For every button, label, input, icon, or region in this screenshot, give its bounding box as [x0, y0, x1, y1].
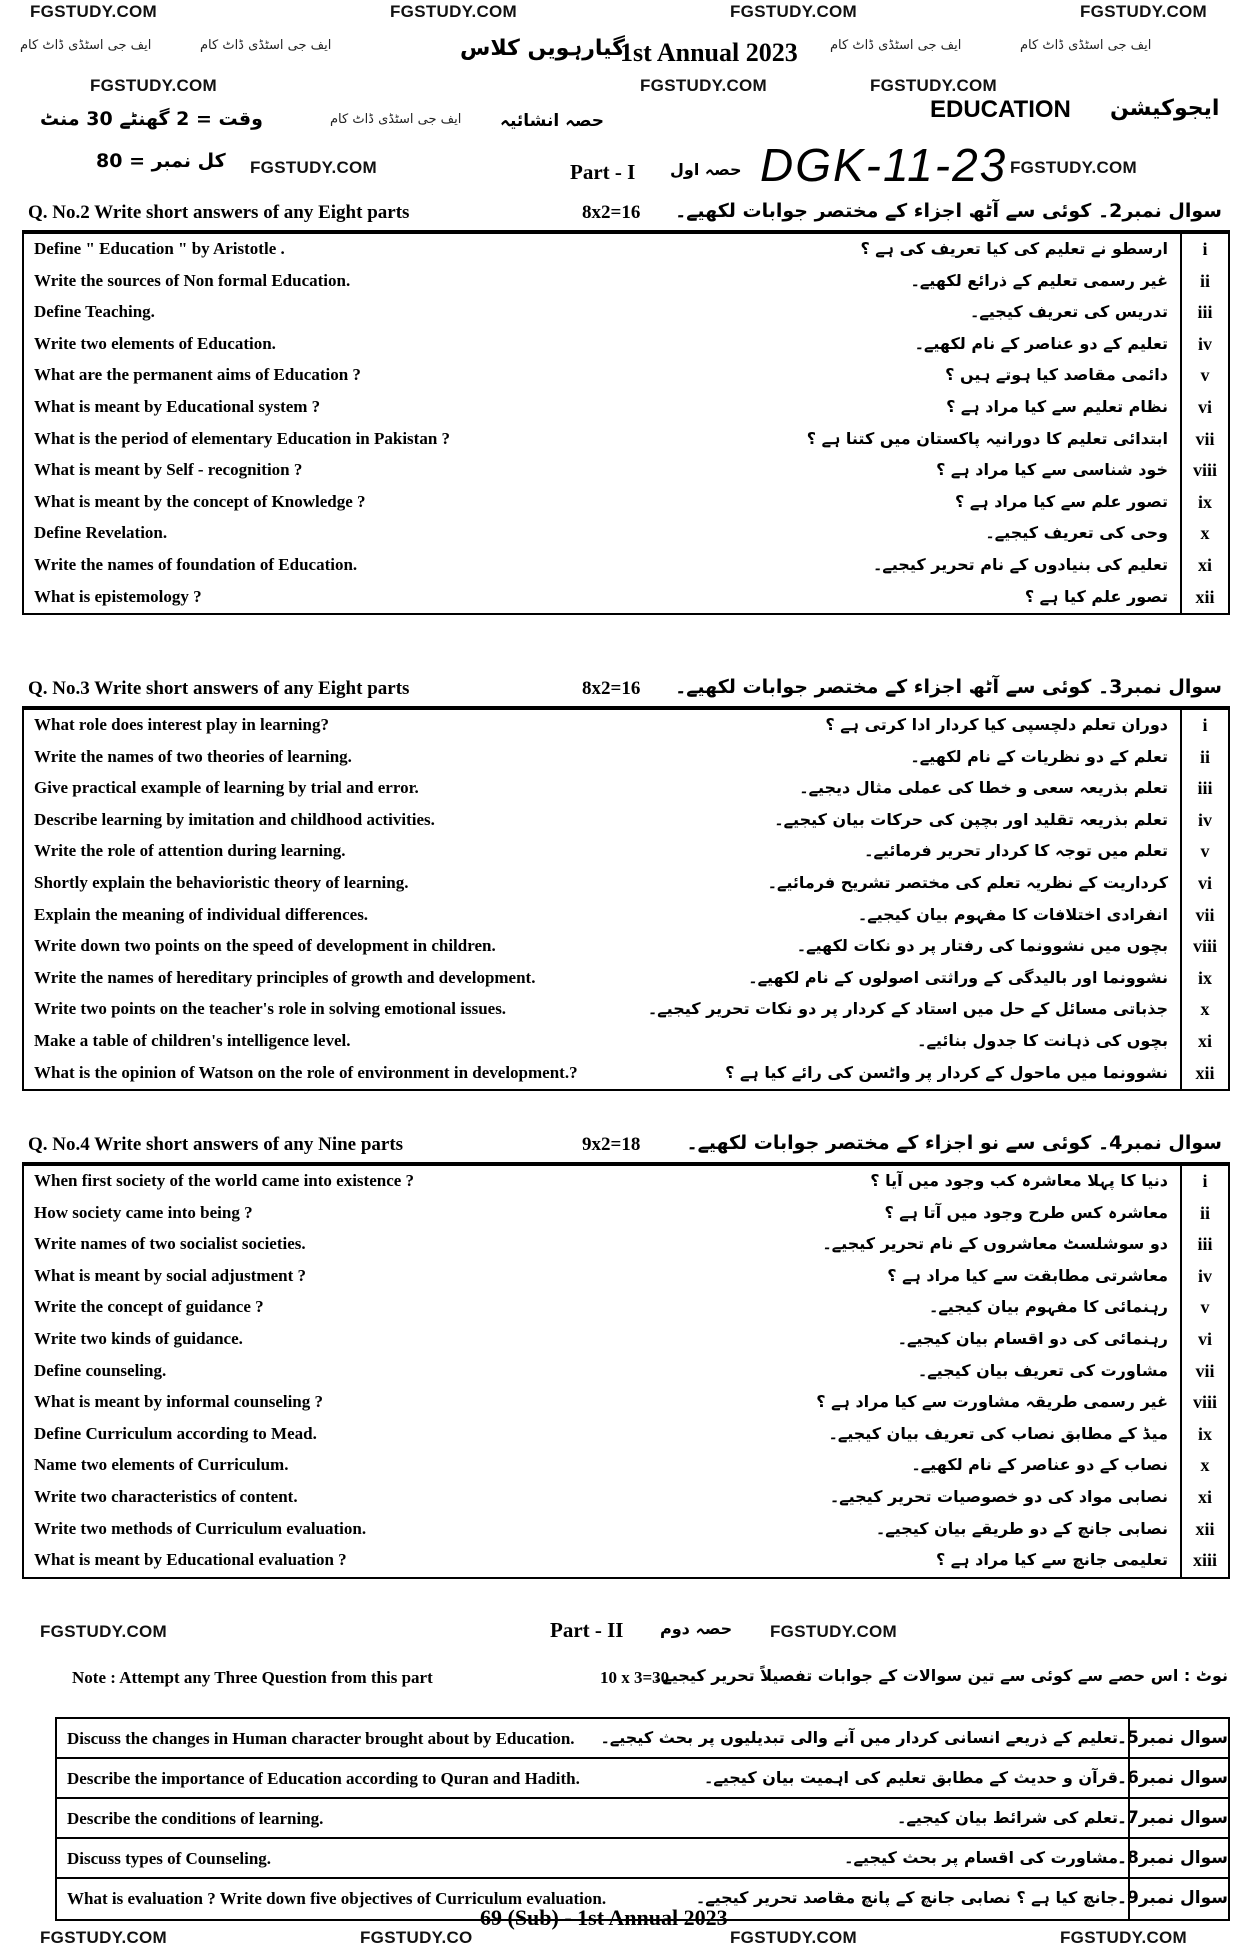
q3-title: Q. No.3 Write short answers of any Eight parts	[28, 678, 410, 699]
question-text-en: Write two characteristics of content.	[34, 1486, 298, 1506]
question-text-en: Define Teaching.	[34, 302, 155, 322]
q2-item-4	[24, 329, 1228, 361]
question-number: xi	[1180, 1482, 1228, 1514]
question-number: v	[1180, 836, 1228, 868]
question-text-ur: تعلم بذریعہ تقلید اور بچپن کی حرکات بیان کیجیے۔	[774, 809, 1168, 829]
long-question-text-ur: تعلیم کے ذریعے انسانی کردار میں آنے والی تبدیلیوں پر بحث کیجیے۔	[600, 1728, 1118, 1747]
q3-item-6	[24, 868, 1228, 900]
urdu-subject: ایجوکیشن	[1110, 96, 1220, 121]
watermark-row3-2: FGSTUDY.COM	[1010, 158, 1138, 177]
q4-item-9	[24, 1419, 1228, 1451]
question-text-ur: خود شناسی سے کیا مراد ہے ؟	[936, 460, 1168, 480]
question-text-ur: تصور علم سے کیا مراد ہے ؟	[955, 491, 1168, 511]
q4-item-3	[24, 1229, 1228, 1261]
question-text-ur: ابتدائی تعلیم کا دورانیہ پاکستان میں کتنا ہے ؟	[806, 428, 1168, 448]
long-question-text-en: What is evaluation ? Write down five objectives of Curriculum evaluation.	[67, 1889, 607, 1908]
question-number: xii	[1180, 1514, 1228, 1546]
q3-marks: 8x2=16	[582, 678, 641, 699]
part2-question-5	[57, 1719, 1228, 1759]
q3-item-10	[24, 994, 1228, 1026]
urdu-part-1: حصہ اول	[670, 160, 742, 179]
question-text-en: What is meant by social adjustment ?	[34, 1265, 307, 1285]
question-text-en: What is meant by Educational evaluation ?	[34, 1550, 347, 1570]
q4-item-11	[24, 1482, 1228, 1514]
q3-item-9	[24, 963, 1228, 995]
q2-marks: 8x2=16	[582, 202, 641, 223]
question-number: ix	[1180, 487, 1228, 519]
question-text-en: Make a table of children's intelligence level.	[34, 1030, 351, 1050]
part2-question-7	[57, 1799, 1228, 1839]
question-number: x	[1180, 1450, 1228, 1482]
q4-header	[22, 1128, 1230, 1164]
q2-item-6	[24, 392, 1228, 424]
urdu-watermark-4: ایف جی اسٹڈی ڈاٹ کام	[1020, 38, 1152, 53]
q3-item-4	[24, 805, 1228, 837]
question-text-ur: میڈ کے مطابق نصاب کی تعریف بیان کیجیے۔	[828, 1423, 1168, 1443]
watermark-row3-1: FGSTUDY.COM	[250, 158, 378, 177]
subject: EDUCATION	[930, 96, 1071, 123]
q4-item-8	[24, 1387, 1228, 1419]
watermark-row2-3: FGSTUDY.COM	[870, 76, 998, 95]
q3-item-5	[24, 836, 1228, 868]
footer-watermark-2: FGSTUDY.CO	[360, 1928, 473, 1947]
long-question-text-ur: جانچ کیا ہے ؟ نصابی جانچ کے پانچ مقاصد تحریر کیجیے۔	[695, 1888, 1118, 1907]
question-number: iv	[1180, 329, 1228, 361]
question-text-ur: نشوونما اور بالیدگی کے وراثتی اصولوں کے نام لکھیے۔	[748, 967, 1168, 987]
question-number: i	[1180, 710, 1228, 742]
q4-item-2	[24, 1198, 1228, 1230]
question-number: i	[1180, 1166, 1228, 1198]
question-text-en: Write two methods of Curriculum evaluation.	[34, 1518, 367, 1538]
q4-item-4	[24, 1261, 1228, 1293]
q4-item-12	[24, 1514, 1228, 1546]
footer-watermark-1: FGSTUDY.COM	[40, 1928, 168, 1947]
q3-item-8	[24, 931, 1228, 963]
part-1-title: Part - I	[570, 160, 636, 184]
question-number: iii	[1180, 1229, 1228, 1261]
part-2-urdu-note: نوٹ : اس حصے سے کوئی سے تین سوالات کے جوابات تفصیلاً تحریر کیجیے۔	[653, 1666, 1228, 1685]
question-number: x	[1180, 994, 1228, 1026]
question-number: iv	[1180, 805, 1228, 837]
q2-item-5	[24, 360, 1228, 392]
question-text-ur: دو سوشلسٹ معاشروں کے نام تحریر کیجیے۔	[822, 1234, 1168, 1254]
question-text-en: Explain the meaning of individual differences.	[34, 904, 369, 924]
question-text-en: When first society of the world came into existence ?	[34, 1171, 415, 1190]
question-text-ur: بچوں کی ذہانت کا جدول بنائیے۔	[917, 1030, 1168, 1050]
annual-title: 1st Annual 2023	[620, 38, 798, 67]
part2-question-6	[57, 1759, 1228, 1799]
question-number: v	[1180, 1292, 1228, 1324]
question-number: iii	[1180, 773, 1228, 805]
question-number: x	[1180, 518, 1228, 550]
question-text-en: Name two elements of Curriculum.	[34, 1455, 289, 1475]
question-text-en: Write down two points on the speed of development in children.	[34, 936, 496, 956]
question-text-ur: دنیا کا پہلا معاشرہ کب وجود میں آیا ؟	[870, 1171, 1168, 1190]
urdu-watermark-5: ایف جی اسٹڈی ڈاٹ کام	[330, 112, 462, 127]
long-question-number: سوال نمبر7۔	[1128, 1799, 1228, 1837]
question-text-en: Define counseling.	[34, 1360, 167, 1380]
watermark-top-2: FGSTUDY.COM	[390, 2, 518, 21]
question-text-ur: رہنمائی کا مفہوم بیان کیجیے۔	[928, 1297, 1168, 1317]
question-number: vii	[1180, 424, 1228, 456]
question-text-ur: مشاورت کی تعریف بیان کیجیے۔	[917, 1360, 1168, 1380]
watermark-row2-2: FGSTUDY.COM	[640, 76, 768, 95]
question-text-ur: ارسطو نے تعلیم کی کیا تعریف کی ہے ؟	[860, 239, 1168, 258]
long-question-text-ur: تعلم کی شرائط بیان کیجیے۔	[896, 1808, 1118, 1827]
question-text-ur: نظام تعلیم سے کیا مراد ہے ؟	[946, 396, 1168, 416]
question-text-ur: غیر رسمی تعلیم کے ذرائع لکھیے۔	[910, 270, 1168, 290]
question-text-en: Write the names of two theories of learning.	[34, 746, 352, 766]
question-text-en: How society came into being ?	[34, 1202, 253, 1222]
q3-item-12	[24, 1058, 1228, 1090]
urdu-time: وقت = 2 گھنٹے 30 منٹ	[40, 108, 263, 130]
q4-marks: 9x2=18	[582, 1134, 641, 1155]
urdu-watermark-2: ایف جی اسٹڈی ڈاٹ کام	[200, 38, 332, 53]
q2-item-7	[24, 424, 1228, 456]
question-text-ur: بچوں میں نشوونما کی رفتار پر دو نکات لکھیے۔	[796, 936, 1168, 956]
question-number: vii	[1180, 1356, 1228, 1388]
question-text-en: Write names of two socialist societies.	[34, 1234, 306, 1254]
q4-box	[22, 1164, 1230, 1579]
question-number: xii	[1180, 582, 1228, 614]
question-text-en: Describe learning by imitation and childhood activities.	[34, 809, 435, 829]
question-number: ii	[1180, 742, 1228, 774]
long-question-text-en: Discuss types of Counseling.	[67, 1849, 272, 1868]
footer-code: 69 (Sub) - 1st Annual 2023	[480, 1905, 728, 1930]
question-number: xi	[1180, 1026, 1228, 1058]
q2-item-8	[24, 455, 1228, 487]
q2-item-12	[24, 582, 1228, 614]
question-text-en: What is the opinion of Watson on the role of environment in development.?	[34, 1062, 578, 1082]
q2-header	[22, 196, 1230, 232]
long-question-number: سوال نمبر9۔	[1128, 1879, 1228, 1919]
question-number: xii	[1180, 1058, 1228, 1090]
long-question-number: سوال نمبر6۔	[1128, 1759, 1228, 1797]
question-number: vi	[1180, 1324, 1228, 1356]
question-text-en: Define Curriculum according to Mead.	[34, 1423, 317, 1443]
urdu-part-2: حصہ دوم	[660, 1619, 733, 1638]
question-text-en: What is meant by the concept of Knowledge ?	[34, 491, 366, 511]
long-question-text-en: Discuss the changes in Human character brought about by Education.	[67, 1729, 575, 1748]
question-text-en: Write two kinds of guidance.	[34, 1328, 243, 1348]
question-text-en: Write the concept of guidance ?	[34, 1297, 264, 1317]
question-text-en: Shortly explain the behavioristic theory of learning.	[34, 872, 409, 892]
question-text-ur: تصور علم کیا ہے ؟	[1024, 586, 1168, 606]
question-text-ur: معاشرہ کس طرح وجود میں آتا ہے ؟	[884, 1202, 1168, 1222]
question-text-en: Write the names of foundation of Education.	[34, 554, 358, 574]
question-number: ii	[1180, 266, 1228, 298]
question-text-ur: جذباتی مسائل کے حل میں استاد کے کردار پر دو نکات تحریر کیجیے۔	[647, 999, 1168, 1019]
q3-item-3	[24, 773, 1228, 805]
q2-box	[22, 232, 1230, 615]
long-question-text-ur: قرآن و حدیث کے مطابق تعلیم کی اہمیت بیان کیجیے۔	[703, 1768, 1118, 1787]
question-text-en: Write the role of attention during learning.	[34, 841, 346, 861]
q2-item-11	[24, 550, 1228, 582]
question-text-en: Define " Education " by Aristotle .	[34, 239, 285, 258]
q4-item-6	[24, 1324, 1228, 1356]
watermark-row2-1: FGSTUDY.COM	[90, 76, 218, 95]
q2-item-1	[24, 234, 1228, 266]
question-text-ur: انفرادی اختلافات کا مفہوم بیان کیجیے۔	[857, 904, 1168, 924]
urdu-class: گیارہویں کلاس	[460, 36, 625, 61]
question-text-en: What is meant by informal counseling ?	[34, 1392, 324, 1412]
q3-item-11	[24, 1026, 1228, 1058]
question-number: iii	[1180, 297, 1228, 329]
question-text-ur: معاشرتی مطابقت سے کیا مراد ہے ؟	[887, 1265, 1168, 1285]
question-text-ur: تعلم میں توجہ کا کردار تحریر فرمائیے۔	[864, 841, 1168, 861]
question-number: viii	[1180, 455, 1228, 487]
q4-item-13	[24, 1545, 1228, 1577]
long-question-text-ur: مشاورت کی اقسام پر بحث کیجیے۔	[844, 1848, 1118, 1867]
question-text-en: What is meant by Educational system ?	[34, 396, 321, 416]
question-text-ur: تعلیم کی بنیادوں کے نام تحریر کیجیے۔	[873, 554, 1168, 574]
question-text-en: Write two points on the teacher's role in solving emotional issues.	[34, 999, 507, 1019]
question-text-ur: تدریس کی تعریف کیجیے۔	[970, 302, 1168, 322]
question-text-ur: کرداریت کے نظریہ تعلم کی مختصر تشریح فرمائیے۔	[767, 872, 1168, 892]
question-text-en: What is epistemology ?	[34, 586, 202, 606]
question-number: i	[1180, 234, 1228, 266]
question-number: v	[1180, 360, 1228, 392]
watermark-part2-2: FGSTUDY.COM	[770, 1622, 898, 1641]
long-question-number: سوال نمبر5۔	[1128, 1719, 1228, 1757]
urdu-section: حصہ انشائیہ	[500, 111, 605, 131]
q3-box	[22, 708, 1230, 1091]
q3-header	[22, 672, 1230, 708]
question-text-en: What is meant by Self - recognition ?	[34, 460, 303, 480]
question-number: iv	[1180, 1261, 1228, 1293]
q4-item-1	[24, 1166, 1228, 1198]
question-text-en: What role does interest play in learning?	[34, 715, 329, 734]
question-text-ur: نصابی جانچ کے دو طریقے بیان کیجیے۔	[875, 1518, 1168, 1538]
question-number: vi	[1180, 392, 1228, 424]
question-text-en: Write the sources of Non formal Education.	[34, 270, 351, 290]
question-text-ur: نصابی مواد کی دو خصوصیات تحریر کیجیے۔	[829, 1486, 1168, 1506]
question-text-en: What are the permanent aims of Education ?	[34, 365, 361, 385]
q3-item-2	[24, 742, 1228, 774]
question-number: ix	[1180, 1419, 1228, 1451]
q2-title: Q. No.2 Write short answers of any Eight parts	[28, 202, 410, 223]
q2-item-9	[24, 487, 1228, 519]
question-text-ur: نصاب کے دو عناصر کے نام لکھیے۔	[911, 1455, 1168, 1475]
part2-question-8	[57, 1839, 1228, 1879]
question-number: vi	[1180, 868, 1228, 900]
watermark-top-1: FGSTUDY.COM	[30, 2, 158, 21]
question-text-ur: تعلیمی جانچ سے کیا مراد ہے ؟	[935, 1550, 1168, 1570]
question-text-ur: دائمی مقاصد کیا ہوتے ہیں ؟	[945, 365, 1168, 385]
question-number: viii	[1180, 931, 1228, 963]
q3-item-1	[24, 710, 1228, 742]
part-2-title: Part - II	[550, 1618, 624, 1642]
total-marks: کل نمبر = 80	[96, 150, 226, 172]
question-text-ur: تعلم بذریعہ سعی و خطا کی عملی مثال دیجیے۔	[799, 778, 1168, 798]
question-text-ur: دوران تعلم دلچسپی کیا کردار ادا کرتی ہے ؟	[825, 715, 1168, 734]
footer-watermark-4: FGSTUDY.COM	[1060, 1928, 1188, 1947]
q4-item-10	[24, 1450, 1228, 1482]
question-text-en: Define Revelation.	[34, 523, 168, 543]
part-2-marks: 10 x 3=30	[600, 1668, 670, 1687]
question-text-ur: رہنمائی کی دو اقسام بیان کیجیے۔	[897, 1328, 1168, 1348]
q2-item-10	[24, 518, 1228, 550]
long-question-text-en: Describe the importance of Education according to Quran and Hadith.	[67, 1769, 580, 1788]
question-number: viii	[1180, 1387, 1228, 1419]
question-number: xi	[1180, 550, 1228, 582]
question-number: vii	[1180, 900, 1228, 932]
question-text-ur: نشوونما میں ماحول کے کردار پر واٹسن کی رائے کیا ہے ؟	[725, 1062, 1168, 1082]
question-text-en: Give practical example of learning by trial and error.	[34, 778, 419, 798]
question-number: xiii	[1180, 1545, 1228, 1577]
question-text-ur: تعلیم کے دو عناصر کے نام لکھیے۔	[914, 333, 1168, 353]
watermark-top-3: FGSTUDY.COM	[730, 2, 858, 21]
q2-urdu-title: سوال نمبر2۔ کوئی سے آٹھ اجزاء کے مختصر جوابات لکھیے۔	[675, 200, 1222, 222]
part-2-box	[55, 1717, 1230, 1921]
question-text-en: What is the period of elementary Education in Pakistan ?	[34, 428, 451, 448]
urdu-watermark-3: ایف جی اسٹڈی ڈاٹ کام	[830, 38, 962, 53]
question-text-ur: وحی کی تعریف کیجیے۔	[985, 523, 1168, 543]
long-question-text-en: Describe the conditions of learning.	[67, 1809, 324, 1828]
long-question-number: سوال نمبر8۔	[1128, 1839, 1228, 1877]
q4-title: Q. No.4 Write short answers of any Nine parts	[28, 1134, 404, 1155]
q4-item-7	[24, 1356, 1228, 1388]
q2-item-3	[24, 297, 1228, 329]
question-text-en: Write two elements of Education.	[34, 333, 276, 353]
question-text-en: Write the names of hereditary principles of growth and development.	[34, 967, 536, 987]
question-number: ix	[1180, 963, 1228, 995]
q3-urdu-title: سوال نمبر3۔ کوئی سے آٹھ اجزاء کے مختصر جوابات لکھیے۔	[675, 676, 1222, 698]
question-text-ur: غیر رسمی طریقہ مشاورت سے کیا مراد ہے ؟	[816, 1392, 1168, 1412]
part-2-note: Note : Attempt any Three Question from this part	[72, 1668, 433, 1687]
q3-item-7	[24, 900, 1228, 932]
watermark-top-4: FGSTUDY.COM	[1080, 2, 1208, 21]
q4-item-5	[24, 1292, 1228, 1324]
watermark-part2-1: FGSTUDY.COM	[40, 1622, 168, 1641]
q2-item-2	[24, 266, 1228, 298]
q4-urdu-title: سوال نمبر4۔ کوئی سے نو اجزاء کے مختصر جوابات لکھیے۔	[686, 1132, 1222, 1154]
footer-watermark-3: FGSTUDY.COM	[730, 1928, 858, 1947]
question-text-ur: تعلم کے دو نظریات کے نام لکھیے۔	[910, 746, 1168, 766]
paper-code: DGK-11-23	[760, 139, 1008, 191]
question-number: ii	[1180, 1198, 1228, 1230]
urdu-watermark-1: ایف جی اسٹڈی ڈاٹ کام	[20, 38, 152, 53]
